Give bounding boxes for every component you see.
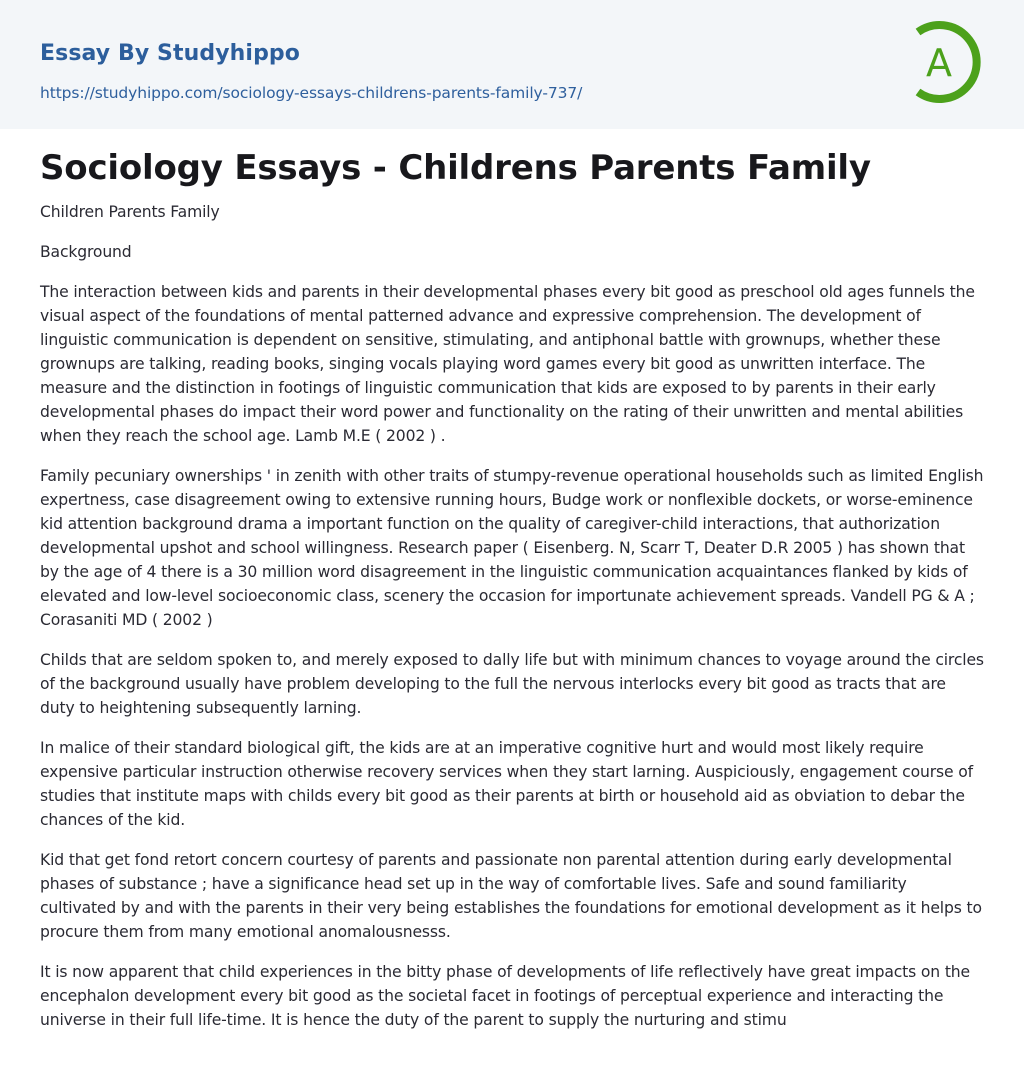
svg-text:A: A: [926, 41, 952, 85]
essay-paragraph: Family pecuniary ownerships ' in zenith with other traits of stumpy-revenue operational households such as limited English expertness, case disagreement owing to extensive running hours, Budge work or nonflexible dockets, or worse-eminence kid attention background drama a important function on the quality of caregiver-child interactions, that authorization developmental upshot and school willingness. Research paper ( Eisenberg. N, Scarr T, Deater D.R 2005 ) has shown that by the age of 4 there is a 30 million word disagreement in the linguistic communication acquaintances flanked by kids of elevated and low-level socioeconomic class, scenery the occasion for importunate achievement spreads. Vandell PG & A ; Corasaniti MD ( 2002 ): [40, 467, 984, 629]
essay-url-link[interactable]: https://studyhippo.com/sociology-essays-childrens-parents-family-737/: [40, 84, 583, 102]
essay-paragraph: In malice of their standard biological gift, the kids are at an imperative cognitive hurt and would most likely require expensive particular instruction otherwise recovery services when they start larning. Auspiciously, engagement course of studies that institute maps with childs every bit good as their parents at birth or household aid as obviation to debar the chances of the kid.: [40, 739, 973, 829]
essay-content: [40, 200, 985, 1048]
essay-subtitle: Children Parents Family: [40, 203, 220, 221]
essay-paragraph: The interaction between kids and parents in their developmental phases every bit good as preschool old ages funnels the visual aspect of the foundations of mental patterned advance and expressive comprehension. The development of linguistic communication is dependent on sensitive, stimulating, and antiphonal battle with grownups, whether these grownups are talking, reading books, singing vocals playing word games every bit good as unwritten interface. The measure and the distinction in footings of linguistic communication that kids are exposed to by parents in their early developmental phases do impact their word power and functionality on the rating of their unwritten and mental abilities when they reach the school age. Lamb M.E ( 2002 ) .: [40, 283, 975, 445]
essay-paragraph: It is now apparent that child experiences in the bitty phase of developments of life reflectively have great impacts on the encephalon development every bit good as the societal facet in footings of perceptual experience and interacting the universe in their full life-time. It is hence the duty of the parent to supply the nurturing and stimu: [40, 963, 970, 1029]
brand-title: Essay By Studyhippo: [40, 41, 300, 66]
essay-paragraph: Childs that are seldom spoken to, and merely exposed to dally life but with minimum chances to voyage around the circles of the background usually have problem developing to the full the nervous interlocks every bit good as tracts that are duty to heightening subsequently larning.: [40, 651, 984, 717]
essay-paragraph: Kid that get fond retort concern courtesy of parents and passionate non parental attention during early developmental phases of substance ; have a significance head set up in the way of comfortable lives. Safe and sound familiarity cultivated by and with the parents in their very being establishes the foundations for emotional development as it helps to procure them from many emotional anomalousnesss.: [40, 851, 982, 941]
essay-title: Sociology Essays - Childrens Parents Family: [40, 148, 871, 188]
studyhippo-a-logo-icon[interactable]: [908, 18, 990, 106]
section-heading-background: Background: [40, 243, 132, 261]
